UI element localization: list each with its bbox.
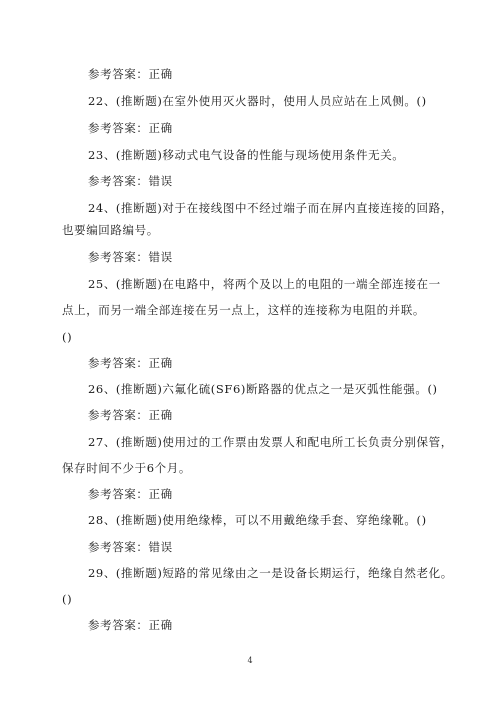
question-26: 26、(推断题)六氟化硫(SF6)断路器的优点之一是灭弧性能强。() bbox=[88, 382, 438, 396]
question-24: 24、(推断题)对于在接线图中不经过端子而在屏内直接连接的回路， bbox=[88, 201, 453, 215]
question-22: 22、(推断题)在室外使用灭火器时，使用人员应站在上风侧。() bbox=[88, 94, 427, 108]
question-28: 28、(推断题)使用绝缘棒，可以不用戴绝缘手套、穿绝缘靴。() bbox=[88, 513, 427, 527]
question-24-continued: 也要编回路编号。 bbox=[62, 223, 159, 237]
question-25-continued: 点上，而另一端全部连接在另一点上，这样的连接称为电阻的并联。 bbox=[62, 303, 425, 317]
answer-line: 参考答案：错误 bbox=[88, 540, 173, 554]
answer-line: 参考答案：正确 bbox=[88, 356, 173, 370]
question-25-continued-2: () bbox=[62, 330, 73, 344]
answer-line: 参考答案：正确 bbox=[88, 67, 173, 81]
question-29-continued: () bbox=[62, 592, 73, 606]
answer-line: 参考答案：正确 bbox=[88, 121, 173, 135]
question-27-continued: 保存时间不少于6个月。 bbox=[62, 461, 191, 475]
page-number: 4 bbox=[247, 656, 253, 665]
answer-line: 参考答案：正确 bbox=[88, 408, 173, 422]
question-25: 25、(推断题)在电路中，将两个及以上的电阻的一端全部连接在一 bbox=[88, 277, 441, 291]
question-23: 23、(推断题)移动式电气设备的性能与现场使用条件无关。 bbox=[88, 148, 405, 162]
answer-line: 参考答案：错误 bbox=[88, 250, 173, 264]
question-29: 29、(推断题)短路的常见缘由之一是设备长期运行，绝缘自然老化。 bbox=[88, 566, 453, 580]
answer-line: 参考答案：正确 bbox=[88, 487, 173, 501]
question-27: 27、(推断题)使用过的工作票由发票人和配电所工长负责分别保管， bbox=[88, 435, 453, 449]
answer-line: 参考答案：错误 bbox=[88, 174, 173, 188]
answer-line: 参考答案：正确 bbox=[88, 618, 173, 632]
